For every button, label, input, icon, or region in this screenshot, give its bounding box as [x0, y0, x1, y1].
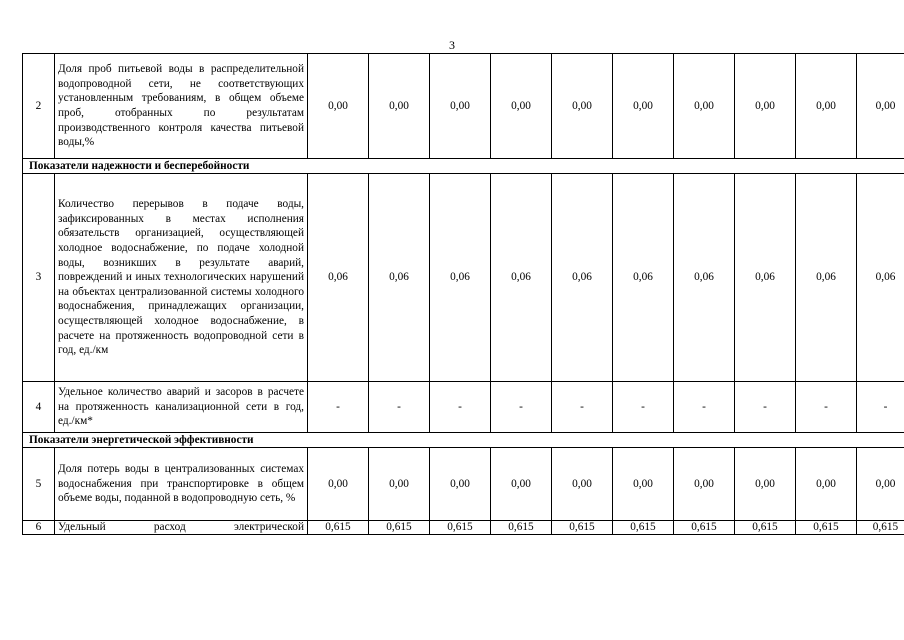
- indicators-table: [22, 53, 904, 535]
- row-number: 4: [23, 382, 55, 433]
- value-cell: 0,615: [857, 521, 904, 535]
- value-cell: 0,615: [613, 521, 674, 535]
- section-row: [23, 433, 904, 448]
- section-row: [23, 159, 904, 174]
- value-cell: -: [857, 382, 904, 433]
- value-cell: 0,06: [369, 174, 430, 382]
- value-cell: -: [796, 382, 857, 433]
- table-row: [23, 174, 904, 382]
- value-cell: 0,06: [308, 174, 369, 382]
- value-cell: 0,00: [796, 448, 857, 521]
- value-cell: 0,00: [308, 54, 369, 159]
- value-cell: 0,615: [369, 521, 430, 535]
- row-number: 5: [23, 448, 55, 521]
- row-description: Доля потерь воды в централизованных системах водоснабжения при транспортировке в общем объеме воды, поданной в водопроводную сеть, %: [55, 448, 308, 521]
- table-row: [23, 448, 904, 521]
- value-cell: 0,00: [491, 448, 552, 521]
- section-header-reliability: Показатели надежности и бесперебойности: [23, 159, 904, 174]
- value-cell: 0,00: [674, 448, 735, 521]
- value-cell: 0,06: [430, 174, 491, 382]
- value-cell: 0,00: [491, 54, 552, 159]
- row-description: Количество перерывов в подаче воды, зафиксированных в местах исполнения обязательств организацией, осуществляющей холодное водоснабжение, по подаче холодной воды, возникших в результате аварий, повреждений и иных технологических нарушений на объектах централизованной системы холодного водоснабжения, принадлежащих организации, осуществляющей холодное водоснабжение, в расчете на протяженность водопроводной сети в год, ед./км: [55, 174, 308, 382]
- value-cell: 0,615: [308, 521, 369, 535]
- value-cell: 0,615: [796, 521, 857, 535]
- value-cell: 0,615: [674, 521, 735, 535]
- value-cell: 0,00: [552, 448, 613, 521]
- value-cell: 0,00: [796, 54, 857, 159]
- value-cell: 0,00: [369, 448, 430, 521]
- table-row: [23, 54, 904, 159]
- value-cell: 0,615: [735, 521, 796, 535]
- value-cell: 0,00: [369, 54, 430, 159]
- value-cell: 0,06: [796, 174, 857, 382]
- value-cell: -: [735, 382, 796, 433]
- value-cell: -: [552, 382, 613, 433]
- value-cell: 0,615: [430, 521, 491, 535]
- section-header-energy: Показатели энергетической эффективности: [23, 433, 904, 448]
- value-cell: 0,06: [613, 174, 674, 382]
- value-cell: 0,00: [735, 448, 796, 521]
- table-row: [23, 521, 904, 535]
- table-row: [23, 382, 904, 433]
- row-number: 2: [23, 54, 55, 159]
- value-cell: 0,00: [613, 448, 674, 521]
- value-cell: -: [674, 382, 735, 433]
- row-number: 6: [23, 521, 55, 535]
- value-cell: 0,06: [735, 174, 796, 382]
- value-cell: -: [308, 382, 369, 433]
- value-cell: 0,06: [491, 174, 552, 382]
- value-cell: -: [613, 382, 674, 433]
- value-cell: 0,06: [674, 174, 735, 382]
- row-description: Удельный расход электрической: [55, 521, 308, 535]
- row-description: Доля проб питьевой воды в распределительной водопроводной сети, не соответствующих установленным требованиям, в общем объеме проб, отобранных по результатам производственного контроля качества питьевой воды,%: [55, 54, 308, 159]
- value-cell: 0,00: [613, 54, 674, 159]
- value-cell: -: [430, 382, 491, 433]
- value-cell: -: [491, 382, 552, 433]
- value-cell: 0,00: [857, 54, 904, 159]
- value-cell: 0,00: [857, 448, 904, 521]
- value-cell: 0,06: [552, 174, 613, 382]
- value-cell: 0,06: [857, 174, 904, 382]
- value-cell: 0,00: [552, 54, 613, 159]
- value-cell: 0,615: [491, 521, 552, 535]
- value-cell: -: [369, 382, 430, 433]
- row-number: 3: [23, 174, 55, 382]
- page-number: 3: [449, 38, 455, 52]
- value-cell: 0,00: [430, 448, 491, 521]
- row-description: Удельное количество аварий и засоров в расчете на протяженность канализационной сети в год, ед./км*: [55, 382, 308, 433]
- value-cell: 0,00: [430, 54, 491, 159]
- value-cell: 0,00: [735, 54, 796, 159]
- value-cell: 0,00: [308, 448, 369, 521]
- value-cell: 0,00: [674, 54, 735, 159]
- value-cell: 0,615: [552, 521, 613, 535]
